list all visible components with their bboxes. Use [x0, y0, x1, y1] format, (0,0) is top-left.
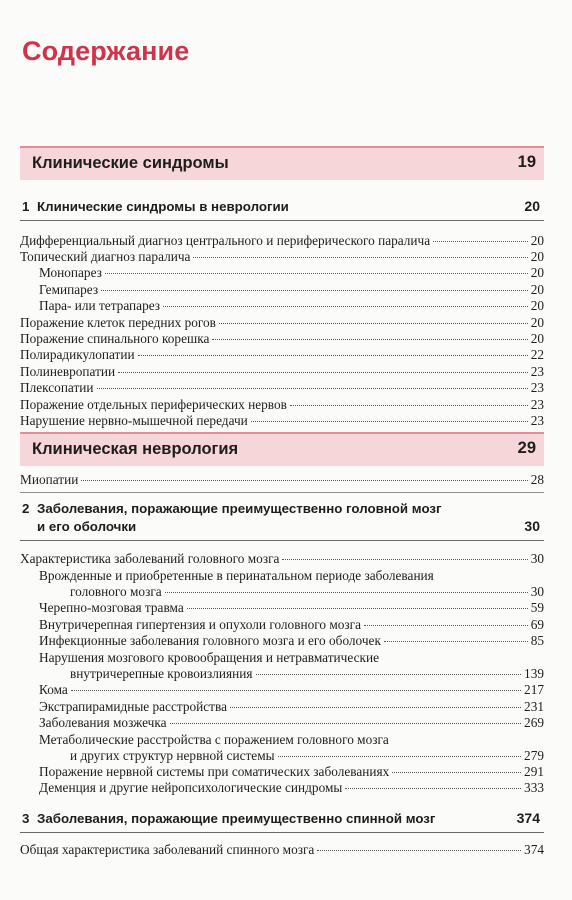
- toc-entry[interactable]: Поражение спинального корешка 20: [20, 331, 544, 346]
- divider: [20, 832, 544, 833]
- divider: [20, 540, 544, 541]
- chapter-title: Клинические синдромы в неврологии: [37, 199, 289, 214]
- part-page: 19: [517, 153, 536, 171]
- chapter-page: 20: [524, 198, 540, 214]
- toc-entry[interactable]: Гемипарез 20: [39, 282, 544, 297]
- toc-entry[interactable]: Экстрапирамидные расстройства 231: [39, 699, 544, 714]
- toc-entry[interactable]: внутричерепные кровоизлияния 139: [70, 666, 544, 681]
- toc-entry[interactable]: Поражение нервной системы при соматических заболеваниях 291: [39, 764, 544, 779]
- toc-entry[interactable]: и других структур нервной системы 279: [70, 748, 544, 763]
- chapter-number: 3: [22, 811, 30, 826]
- chapter-title-line2: и его оболочки: [37, 519, 137, 534]
- toc-entry[interactable]: Топический диагноз паралича 20: [20, 249, 544, 264]
- toc-entry[interactable]: Деменция и другие нейропсихологические синдромы 333: [39, 780, 544, 795]
- toc-entry[interactable]: Миопатии 28: [20, 472, 544, 487]
- chapter-title: Заболевания, поражающие преимущественно спинной мозг: [37, 811, 436, 826]
- toc-entry[interactable]: Черепно-мозговая травма 59: [39, 600, 544, 615]
- toc-entry[interactable]: Заболевания мозжечка 269: [39, 715, 544, 730]
- toc-entry-line1[interactable]: Нарушения мозгового кровообращения и нетравматические: [39, 650, 379, 665]
- toc-entry[interactable]: Полирадикулопатии 22: [20, 347, 544, 362]
- chapter-page: 30: [524, 518, 540, 534]
- toc-entry[interactable]: Полиневропатии 23: [20, 364, 544, 379]
- toc-entry[interactable]: Поражение клеток передних рогов 20: [20, 315, 544, 330]
- toc-entry[interactable]: Нарушение нервно-мышечной передачи 23: [20, 413, 544, 428]
- chapter-title-line1: Заболевания, поражающие преимущественно головной мозг: [37, 501, 442, 516]
- toc-entry[interactable]: Кома 217: [39, 682, 544, 697]
- toc-entry[interactable]: Дифференциальный диагноз центрального и периферического паралича 20: [20, 233, 544, 248]
- chapter-page: 374: [516, 810, 540, 826]
- toc-entry[interactable]: Плексопатии 23: [20, 380, 544, 395]
- toc-entry[interactable]: Общая характеристика заболеваний спинного мозга 374: [20, 842, 544, 857]
- divider: [20, 492, 544, 493]
- toc-entry[interactable]: Внутричерепная гипертензия и опухоли головного мозга 69: [39, 617, 544, 632]
- toc-entry[interactable]: головного мозга 30: [70, 584, 544, 599]
- toc-entry[interactable]: Поражение отдельных периферических нервов 23: [20, 397, 544, 412]
- toc-entry[interactable]: Пара- или тетрапарез 20: [39, 298, 544, 313]
- chapter-number: 2: [22, 501, 30, 516]
- toc-entry-line1[interactable]: Врожденные и приобретенные в перинатальном периоде заболевания: [39, 568, 434, 583]
- part-title: Клиническая неврология: [32, 440, 239, 458]
- toc-entry[interactable]: Монопарез 20: [39, 265, 544, 280]
- part-page: 29: [517, 439, 536, 457]
- part-title: Клинические синдромы: [32, 154, 229, 172]
- chapter-number: 1: [22, 199, 30, 214]
- part-header-clinical-neurology: [20, 432, 544, 466]
- part-header-clinical-syndromes: [20, 146, 544, 180]
- toc-entry[interactable]: Инфекционные заболевания головного мозга и его оболочек 85: [39, 633, 544, 648]
- toc-entry[interactable]: Характеристика заболеваний головного мозга 30: [20, 551, 544, 566]
- toc-entry-line1[interactable]: Метаболические расстройства с поражением головного мозга: [39, 732, 389, 747]
- divider: [20, 220, 544, 221]
- chapter-2-heading: [20, 500, 544, 536]
- page-title: Содержание: [22, 36, 190, 66]
